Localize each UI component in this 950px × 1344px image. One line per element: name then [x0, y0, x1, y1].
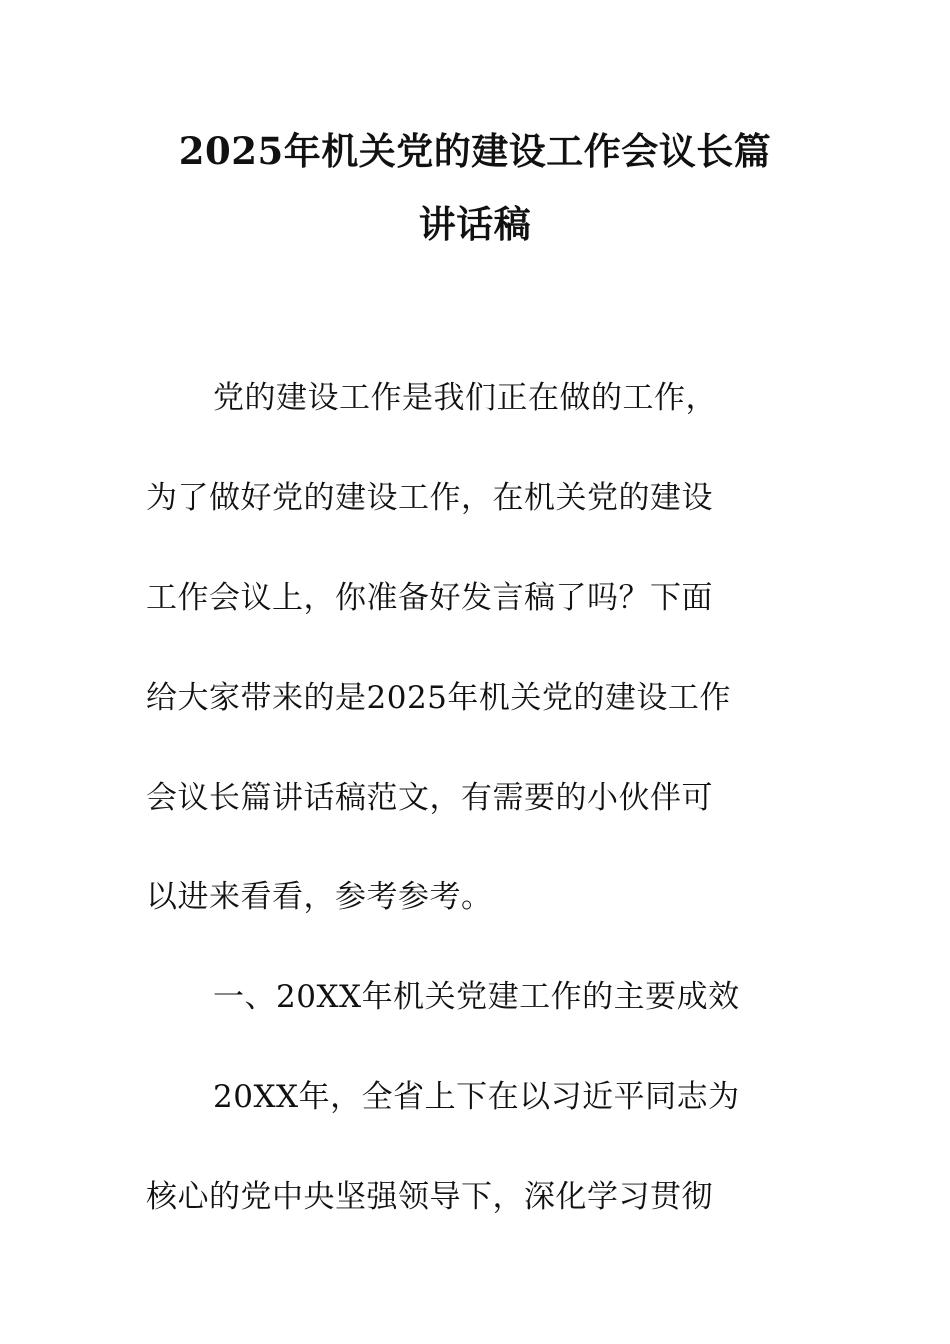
paragraph-line: 工作会议上，你准备好发言稿了吗？下面 [146, 580, 713, 616]
document-title-line-1: 2025年机关党的建设工作会议长篇 [178, 129, 772, 173]
paragraph-line: 以进来看看，参考参考。 [146, 879, 493, 915]
paragraph-line: 党的建设工作是我们正在做的工作， [213, 380, 717, 416]
document-title-line-2: 讲话稿 [418, 202, 532, 246]
paragraph-line: 会议长篇讲话稿范文，有需要的小伙伴可 [146, 780, 713, 816]
section-heading: 一、20XX年机关党建工作的主要成效 [213, 979, 740, 1015]
paragraph-line: 给大家带来的是2025年机关党的建设工作 [146, 680, 731, 716]
paragraph-line: 20XX年，全省上下在以习近平同志为 [213, 1079, 740, 1115]
paragraph-line: 核心的党中央坚强领导下，深化学习贯彻 [146, 1179, 713, 1215]
paragraph-line: 为了做好党的建设工作，在机关党的建设 [146, 480, 713, 516]
